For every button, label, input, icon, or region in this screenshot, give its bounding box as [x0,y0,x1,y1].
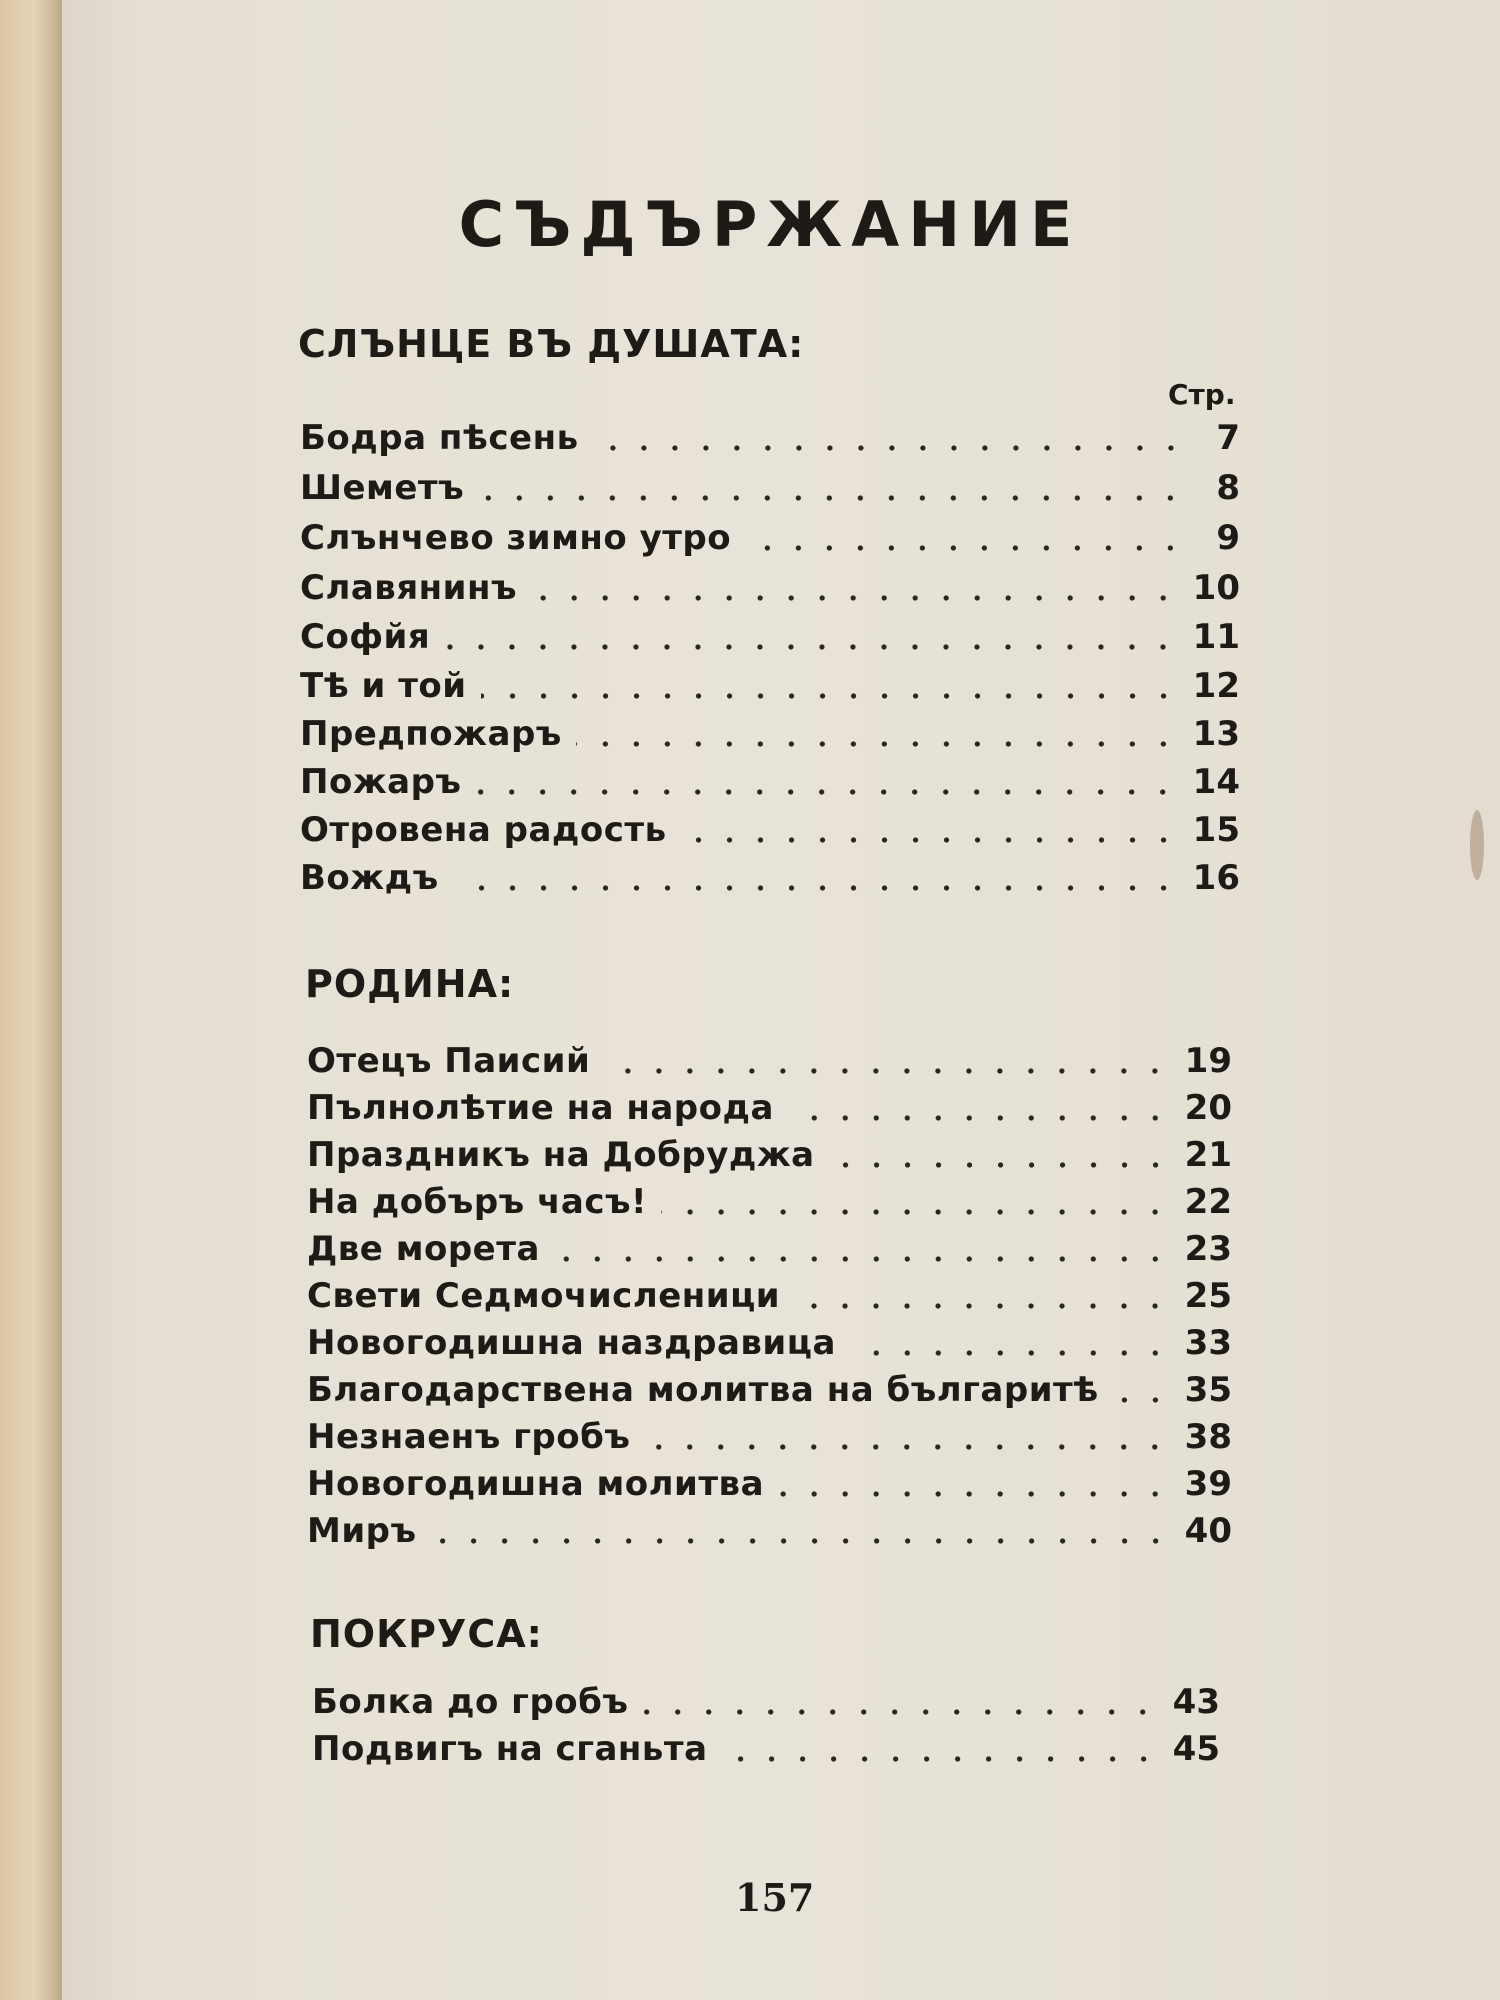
toc-entry [307,1088,1232,1132]
toc-entry-title: Миръ [307,1511,417,1551]
toc-entry-title: Отецъ Паисий [307,1041,591,1081]
toc-entry-title: Подвигъ на сганьта [312,1729,708,1769]
toc-entry-title: Новогодишна наздравица [307,1323,836,1363]
section-heading-rodina: РОДИНА: [305,962,515,1006]
dot-leader [644,1442,1170,1452]
dot-leader [593,443,1186,453]
toc-entry-page: 39 [1184,1464,1232,1504]
toc-entry-page: 9 [1216,518,1240,558]
toc-entry [312,1729,1220,1773]
paper-stain [1470,810,1484,880]
toc-entry-page: 33 [1184,1323,1232,1363]
toc-entry-page: 45 [1172,1729,1220,1769]
section-heading-pokrusa: ПОКРУСА: [310,1612,543,1656]
page-title: СЪДЪРЖАНИЕ [458,188,1082,261]
toc-entry [307,1135,1232,1179]
toc-entry-title: Софйя [300,617,431,657]
toc-entry [307,1370,1232,1414]
toc-entry [307,1041,1232,1085]
toc-entry-title: Бодра пѣсень [300,418,579,458]
toc-entry [300,666,1240,710]
toc-entry-page: 23 [1184,1229,1232,1269]
toc-entry-page: 22 [1184,1182,1232,1222]
toc-entry [300,418,1240,462]
toc-entry-page: 13 [1192,714,1240,754]
dot-leader [475,787,1178,797]
dot-leader [788,1113,1171,1123]
toc-entry-page: 38 [1184,1417,1232,1457]
dot-leader [661,1207,1171,1217]
toc-entry-page: 35 [1184,1370,1232,1410]
toc-entry-page: 14 [1192,762,1240,802]
dot-leader [444,642,1178,652]
dot-leader [453,883,1179,893]
toc-entry [307,1182,1232,1226]
toc-entry-title: Отровена радость [300,810,667,850]
dot-leader [722,1754,1159,1764]
dot-leader [794,1301,1171,1311]
toc-entry [300,568,1240,612]
dot-leader [531,593,1179,603]
toc-entry-title: Пълнолѣтие на народа [307,1088,774,1128]
toc-entry-page: 25 [1184,1276,1232,1316]
toc-entry-title: Благодарствена молитва на българитѣ [307,1370,1099,1410]
toc-entry-page: 21 [1184,1135,1232,1175]
dot-leader [554,1254,1171,1264]
toc-entry-title: Тѣ и той [300,666,467,706]
toc-entry-page: 12 [1192,666,1240,706]
toc-entry [307,1276,1232,1320]
page-number: 157 [735,1875,815,1920]
toc-entry-title: Незнаенъ гробъ [307,1417,631,1457]
toc-entry-title: Слънчево зимно утро [300,518,732,558]
toc-entry-page: 16 [1192,858,1240,898]
dot-leader [642,1707,1158,1717]
toc-entry-page: 8 [1216,468,1240,508]
section-heading-slantse: СЛЪНЦЕ ВЪ ДУШАТА: [298,322,805,366]
toc-entry [307,1417,1232,1461]
dot-leader [681,835,1179,845]
toc-entry [312,1682,1220,1726]
toc-entry [300,518,1240,562]
dot-leader [431,1536,1171,1546]
dot-leader [576,739,1179,749]
dot-leader [850,1348,1171,1358]
toc-entry [307,1464,1232,1508]
dot-leader [478,493,1186,503]
toc-entry-page: 20 [1184,1088,1232,1128]
toc-entry [307,1511,1232,1555]
toc-entry-page: 19 [1184,1041,1232,1081]
toc-entry-title: Свети Седмочисленици [307,1276,781,1316]
toc-entry [300,858,1240,902]
toc-entry-title: Предпожаръ [300,714,562,754]
toc-entry [300,617,1240,661]
page-column-label: Стр. [1168,378,1236,411]
toc-entry-title: Вождъ [300,858,439,898]
toc-entry-page: 10 [1192,568,1240,608]
toc-entry [300,762,1240,806]
dot-leader [778,1489,1171,1499]
dot-leader [604,1066,1170,1076]
dot-leader [745,543,1186,553]
toc-entry-page: 43 [1172,1682,1220,1722]
toc-entry-title: Новогодишна молитва [307,1464,765,1504]
dot-leader [829,1160,1171,1170]
book-spine-edge [0,0,62,2000]
toc-entry-page: 11 [1192,617,1240,657]
toc-entry-title: На добъръ часъ! [307,1182,648,1222]
dot-leader [1113,1395,1171,1405]
toc-entry-page: 40 [1184,1511,1232,1551]
toc-entry-page: 7 [1216,418,1240,458]
toc-entry-title: Славянинъ [300,568,517,608]
toc-entry [307,1229,1232,1273]
toc-entry [300,810,1240,854]
toc-entry-title: Две морета [307,1229,540,1269]
dot-leader [481,691,1179,701]
toc-entry [300,468,1240,512]
toc-entry [307,1323,1232,1367]
toc-entry-page: 15 [1192,810,1240,850]
toc-entry-title: Пожаръ [300,762,462,802]
toc-entry [300,714,1240,758]
toc-entry-title: Шеметъ [300,468,465,508]
toc-entry-title: Праздникъ на Добруджа [307,1135,815,1175]
toc-entry-title: Болка до гробъ [312,1682,629,1722]
